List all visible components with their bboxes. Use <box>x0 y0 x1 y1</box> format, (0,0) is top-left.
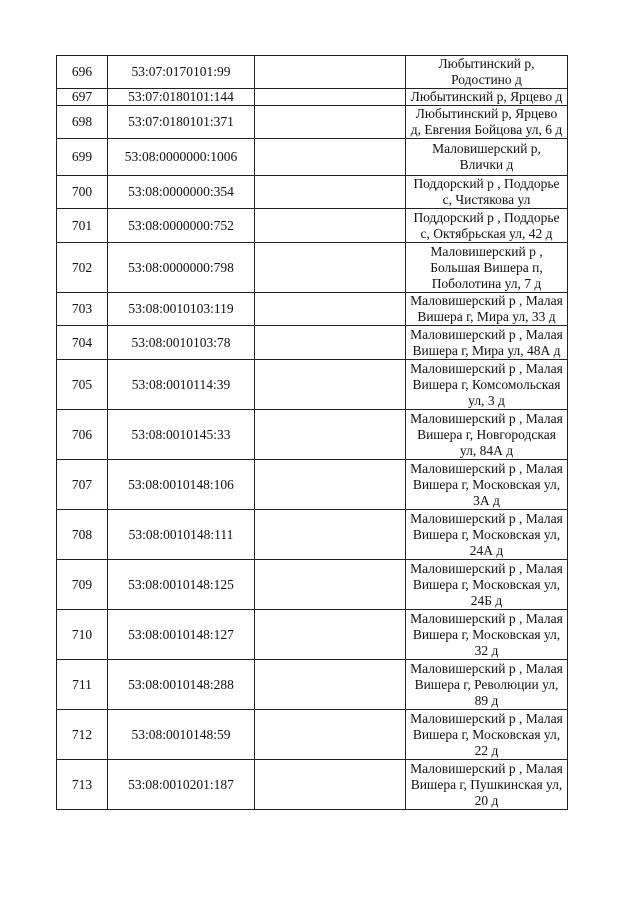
table-row <box>57 243 568 293</box>
cadastral-number: 53:08:0010145:33 <box>108 410 255 460</box>
property-table <box>56 55 568 810</box>
address-cell <box>406 410 568 460</box>
cadastral-number: 53:08:0010148:111 <box>108 510 255 560</box>
empty-cell <box>255 89 406 106</box>
table-row <box>57 460 568 510</box>
address-cell <box>406 460 568 510</box>
cadastral-number: 53:07:0180101:371 <box>108 106 255 139</box>
table-row <box>57 106 568 139</box>
table-row <box>57 89 568 106</box>
table-row <box>57 293 568 326</box>
empty-cell <box>255 660 406 710</box>
empty-cell <box>255 710 406 760</box>
table-row <box>57 176 568 209</box>
empty-cell <box>255 560 406 610</box>
row-number: 706 <box>57 410 108 460</box>
empty-cell <box>255 106 406 139</box>
table-row <box>57 139 568 176</box>
cadastral-number: 53:08:0000000:1006 <box>108 139 255 176</box>
address-cell <box>406 760 568 810</box>
row-number: 709 <box>57 560 108 610</box>
table-row <box>57 610 568 660</box>
cadastral-number: 53:08:0010103:119 <box>108 293 255 326</box>
row-number: 696 <box>57 56 108 89</box>
empty-cell <box>255 610 406 660</box>
empty-cell <box>255 293 406 326</box>
row-number: 707 <box>57 460 108 510</box>
address-cell <box>406 510 568 560</box>
empty-cell <box>255 176 406 209</box>
empty-cell <box>255 243 406 293</box>
empty-cell <box>255 139 406 176</box>
row-number: 698 <box>57 106 108 139</box>
property-table-body <box>57 56 568 810</box>
cadastral-number: 53:08:0010148:127 <box>108 610 255 660</box>
empty-cell <box>255 360 406 410</box>
cadastral-number: 53:08:0010114:39 <box>108 360 255 410</box>
row-number: 711 <box>57 660 108 710</box>
cadastral-number: 53:08:0010148:288 <box>108 660 255 710</box>
address-text: Маловишерский р , Малая Вишера г, Пушкинская ул, 20 д <box>410 760 563 808</box>
address-text: Поддорский р , Поддорье с, Чистякова ул <box>413 176 560 207</box>
row-number: 708 <box>57 510 108 560</box>
address-text: Маловишерский р , Малая Вишера г, Московская ул, 32 д <box>410 610 563 658</box>
table-row <box>57 710 568 760</box>
address-text: Маловишерский р, Влички д <box>432 141 541 172</box>
address-text: Любытинский р, Ярцево д <box>410 89 563 104</box>
address-text: Маловишерский р , Малая Вишера г, Комсомольская ул, 3 д <box>410 360 563 408</box>
row-number: 701 <box>57 209 108 243</box>
address-text: Маловишерский р , Малая Вишера г, Московская ул, 3А д <box>410 460 563 508</box>
address-cell <box>406 139 568 176</box>
row-number: 710 <box>57 610 108 660</box>
cadastral-number: 53:08:0000000:798 <box>108 243 255 293</box>
table-row <box>57 560 568 610</box>
address-text: Маловишерский р , Малая Вишера г, Московская ул, 24А д <box>410 510 563 558</box>
address-cell <box>406 209 568 243</box>
address-cell <box>406 89 568 106</box>
table-row <box>57 360 568 410</box>
table-row <box>57 660 568 710</box>
address-text: Маловишерский р , Малая Вишера г, Московская ул, 22 д <box>410 710 563 758</box>
address-text: Любытинский р, Ярцево д, Евгения Бойцова ул, 6 д <box>410 106 563 137</box>
row-number: 700 <box>57 176 108 209</box>
address-text: Маловишерский р , Малая Вишера г, Мира ул, 33 д <box>410 293 563 324</box>
empty-cell <box>255 326 406 360</box>
address-cell <box>406 176 568 209</box>
row-number: 702 <box>57 243 108 293</box>
address-cell <box>406 326 568 360</box>
empty-cell <box>255 410 406 460</box>
address-cell <box>406 560 568 610</box>
cadastral-number: 53:08:0010201:187 <box>108 760 255 810</box>
cadastral-number: 53:08:0000000:354 <box>108 176 255 209</box>
empty-cell <box>255 460 406 510</box>
row-number: 699 <box>57 139 108 176</box>
cadastral-number: 53:07:0180101:144 <box>108 89 255 106</box>
address-cell <box>406 243 568 293</box>
empty-cell <box>255 760 406 810</box>
row-number: 712 <box>57 710 108 760</box>
table-row <box>57 56 568 89</box>
table-row <box>57 760 568 810</box>
empty-cell <box>255 56 406 89</box>
row-number: 704 <box>57 326 108 360</box>
table-row <box>57 510 568 560</box>
address-text: Маловишерский р , Малая Вишера г, Новгородская ул, 84А д <box>410 410 563 458</box>
row-number: 703 <box>57 293 108 326</box>
address-cell <box>406 360 568 410</box>
cadastral-number: 53:08:0010148:106 <box>108 460 255 510</box>
address-cell <box>406 56 568 89</box>
cadastral-number: 53:08:0000000:752 <box>108 209 255 243</box>
cadastral-number: 53:07:0170101:99 <box>108 56 255 89</box>
address-cell <box>406 710 568 760</box>
empty-cell <box>255 209 406 243</box>
table-row <box>57 326 568 360</box>
address-cell <box>406 106 568 139</box>
cadastral-number: 53:08:0010148:125 <box>108 560 255 610</box>
address-cell <box>406 610 568 660</box>
empty-cell <box>255 510 406 560</box>
address-cell <box>406 293 568 326</box>
address-text: Маловишерский р , Малая Вишера г, Мира ул, 48А д <box>410 326 563 358</box>
address-text: Маловишерский р , Малая Вишера г, Московская ул, 24Б д <box>410 560 563 608</box>
table-row <box>57 410 568 460</box>
address-text: Маловишерский р , Малая Вишера г, Революции ул, 89 д <box>410 660 563 708</box>
cadastral-number: 53:08:0010148:59 <box>108 710 255 760</box>
address-cell <box>406 660 568 710</box>
address-text: Любытинский р, Родостино д <box>438 56 535 87</box>
cadastral-number: 53:08:0010103:78 <box>108 326 255 360</box>
row-number: 697 <box>57 89 108 106</box>
address-text: Поддорский р , Поддорье с, Октябрьская ул, 42 д <box>413 209 560 241</box>
table-row <box>57 209 568 243</box>
address-text: Маловишерский р , Большая Вишера п, Поболотина ул, 7 д <box>430 243 543 291</box>
row-number: 705 <box>57 360 108 410</box>
row-number: 713 <box>57 760 108 810</box>
